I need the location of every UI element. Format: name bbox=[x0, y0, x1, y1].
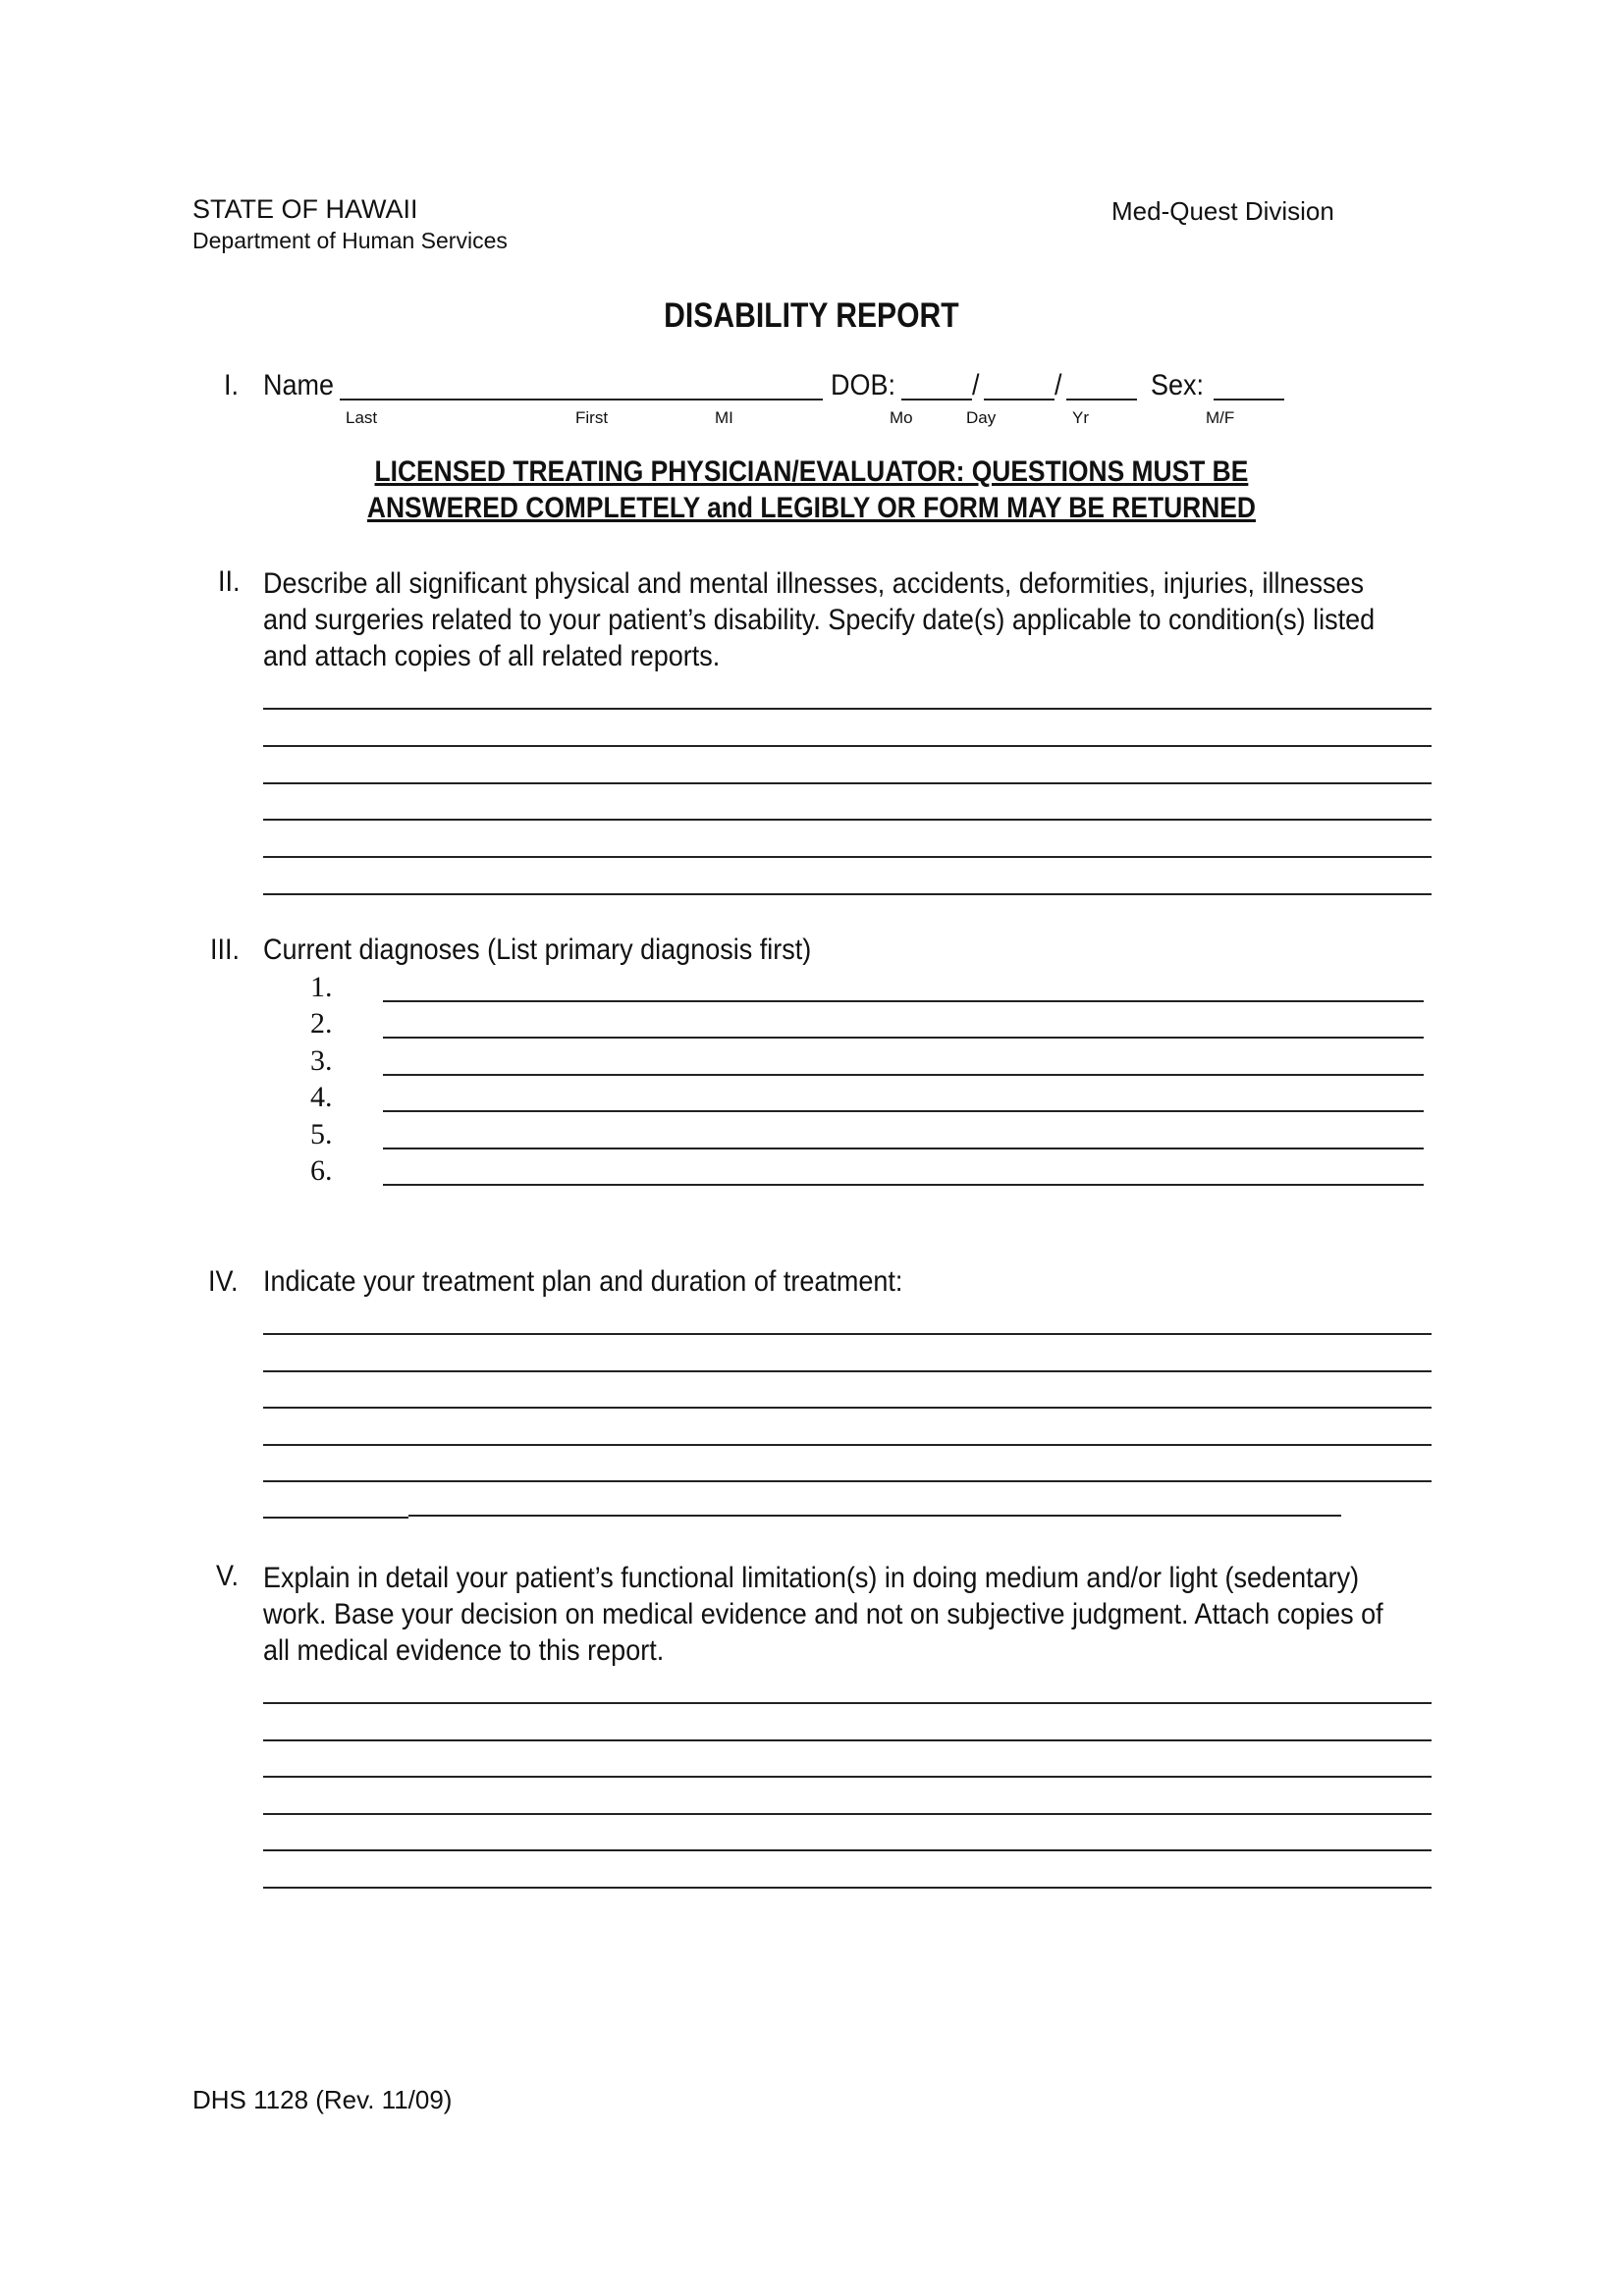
section-5-numeral: V. bbox=[216, 1560, 240, 1592]
section-4-line-3[interactable] bbox=[263, 1407, 1432, 1409]
section-5-line-4[interactable] bbox=[263, 1813, 1432, 1815]
sublabel-first: First bbox=[575, 408, 609, 427]
dob-slash-1: / bbox=[972, 369, 980, 401]
section-4-text: Indicate your treatment plan and duration of treatment: bbox=[263, 1265, 903, 1298]
section-5-line-6[interactable] bbox=[263, 1887, 1432, 1889]
page-title: DISABILITY REPORT bbox=[664, 296, 959, 335]
diagnosis-number-6: 6. bbox=[310, 1154, 333, 1187]
section-2-line-6[interactable] bbox=[263, 893, 1432, 895]
section-5-line-5[interactable] bbox=[263, 1849, 1432, 1851]
diagnosis-number-1: 1. bbox=[310, 971, 333, 1003]
sublabel-mf: M/F bbox=[1206, 408, 1235, 427]
section-2-numeral: II. bbox=[218, 565, 241, 598]
sex-field[interactable] bbox=[1214, 399, 1284, 400]
section-2-line-5[interactable] bbox=[263, 856, 1432, 858]
section-2-line-3[interactable] bbox=[263, 782, 1432, 784]
section-5-line-2[interactable] bbox=[263, 1739, 1432, 1741]
form-id: DHS 1128 (Rev. 11/09) bbox=[192, 2085, 453, 2114]
diagnosis-field-2[interactable] bbox=[383, 1037, 1424, 1039]
department-name: Department of Human Services bbox=[192, 228, 508, 253]
dob-label: DOB: bbox=[831, 369, 896, 401]
section-4-line-6b[interactable] bbox=[408, 1515, 1341, 1517]
dob-slash-2: / bbox=[1055, 369, 1062, 401]
name-label: Name bbox=[263, 369, 335, 401]
notice-line-1: LICENSED TREATING PHYSICIAN/EVALUATOR: QUESTIONS MUST BE bbox=[374, 455, 1249, 488]
section-5-text: Explain in detail your patient’s functional limitation(s) in doing medium and/or light (sedentary) work. Base your decision on medical evidence and not on subjective judgment. Attach copies of all medical evidence to this report. bbox=[263, 1562, 1383, 1667]
section-2-text: Describe all significant physical and mental illnesses, accidents, deformities, injuries, illnesses and surgeries related to your patient’s disability. Specify date(s) applicable to condition(s) listed and attach copies of all related reports. bbox=[263, 567, 1376, 672]
diagnosis-field-6[interactable] bbox=[383, 1184, 1424, 1186]
diagnosis-number-4: 4. bbox=[310, 1081, 333, 1113]
section-4-line-6a[interactable] bbox=[263, 1517, 408, 1519]
sublabel-yr: Yr bbox=[1072, 408, 1089, 427]
section-4-line-1[interactable] bbox=[263, 1333, 1432, 1335]
dob-month-field[interactable] bbox=[901, 399, 972, 400]
section-4-line-5[interactable] bbox=[263, 1480, 1432, 1482]
section-5-line-3[interactable] bbox=[263, 1776, 1432, 1778]
diagnosis-field-3[interactable] bbox=[383, 1074, 1424, 1076]
diagnosis-field-4[interactable] bbox=[383, 1110, 1424, 1112]
section-2-line-2[interactable] bbox=[263, 745, 1432, 747]
section-4-line-4[interactable] bbox=[263, 1444, 1432, 1446]
name-field[interactable] bbox=[340, 399, 823, 400]
section-3-text: Current diagnoses (List primary diagnosis first) bbox=[263, 934, 812, 966]
diagnosis-field-5[interactable] bbox=[383, 1148, 1424, 1149]
section-5-line-1[interactable] bbox=[263, 1702, 1432, 1704]
section-2-line-4[interactable] bbox=[263, 819, 1432, 821]
sublabel-mo: Mo bbox=[890, 408, 913, 427]
dob-day-field[interactable] bbox=[984, 399, 1055, 400]
diagnosis-number-5: 5. bbox=[310, 1118, 333, 1150]
sex-label: Sex: bbox=[1151, 369, 1205, 401]
division-name: Med-Quest Division bbox=[1111, 196, 1334, 226]
section-1-numeral: I. bbox=[224, 369, 240, 401]
notice-line-2: ANSWERED COMPLETELY and LEGIBLY OR FORM MAY BE RETURNED bbox=[366, 492, 1256, 524]
section-2-line-1[interactable] bbox=[263, 708, 1432, 710]
sublabel-last: Last bbox=[346, 408, 378, 427]
section-3-numeral: III. bbox=[210, 934, 241, 966]
section-4-numeral: IV. bbox=[208, 1265, 239, 1298]
diagnosis-field-1[interactable] bbox=[383, 1000, 1424, 1002]
diagnosis-number-3: 3. bbox=[310, 1044, 333, 1077]
sublabel-day: Day bbox=[966, 408, 997, 427]
diagnosis-number-2: 2. bbox=[310, 1007, 333, 1040]
sublabel-mi: MI bbox=[715, 408, 733, 427]
section-4-line-2[interactable] bbox=[263, 1370, 1432, 1372]
dob-year-field[interactable] bbox=[1066, 399, 1137, 400]
agency-name: STATE OF HAWAII bbox=[192, 194, 418, 224]
